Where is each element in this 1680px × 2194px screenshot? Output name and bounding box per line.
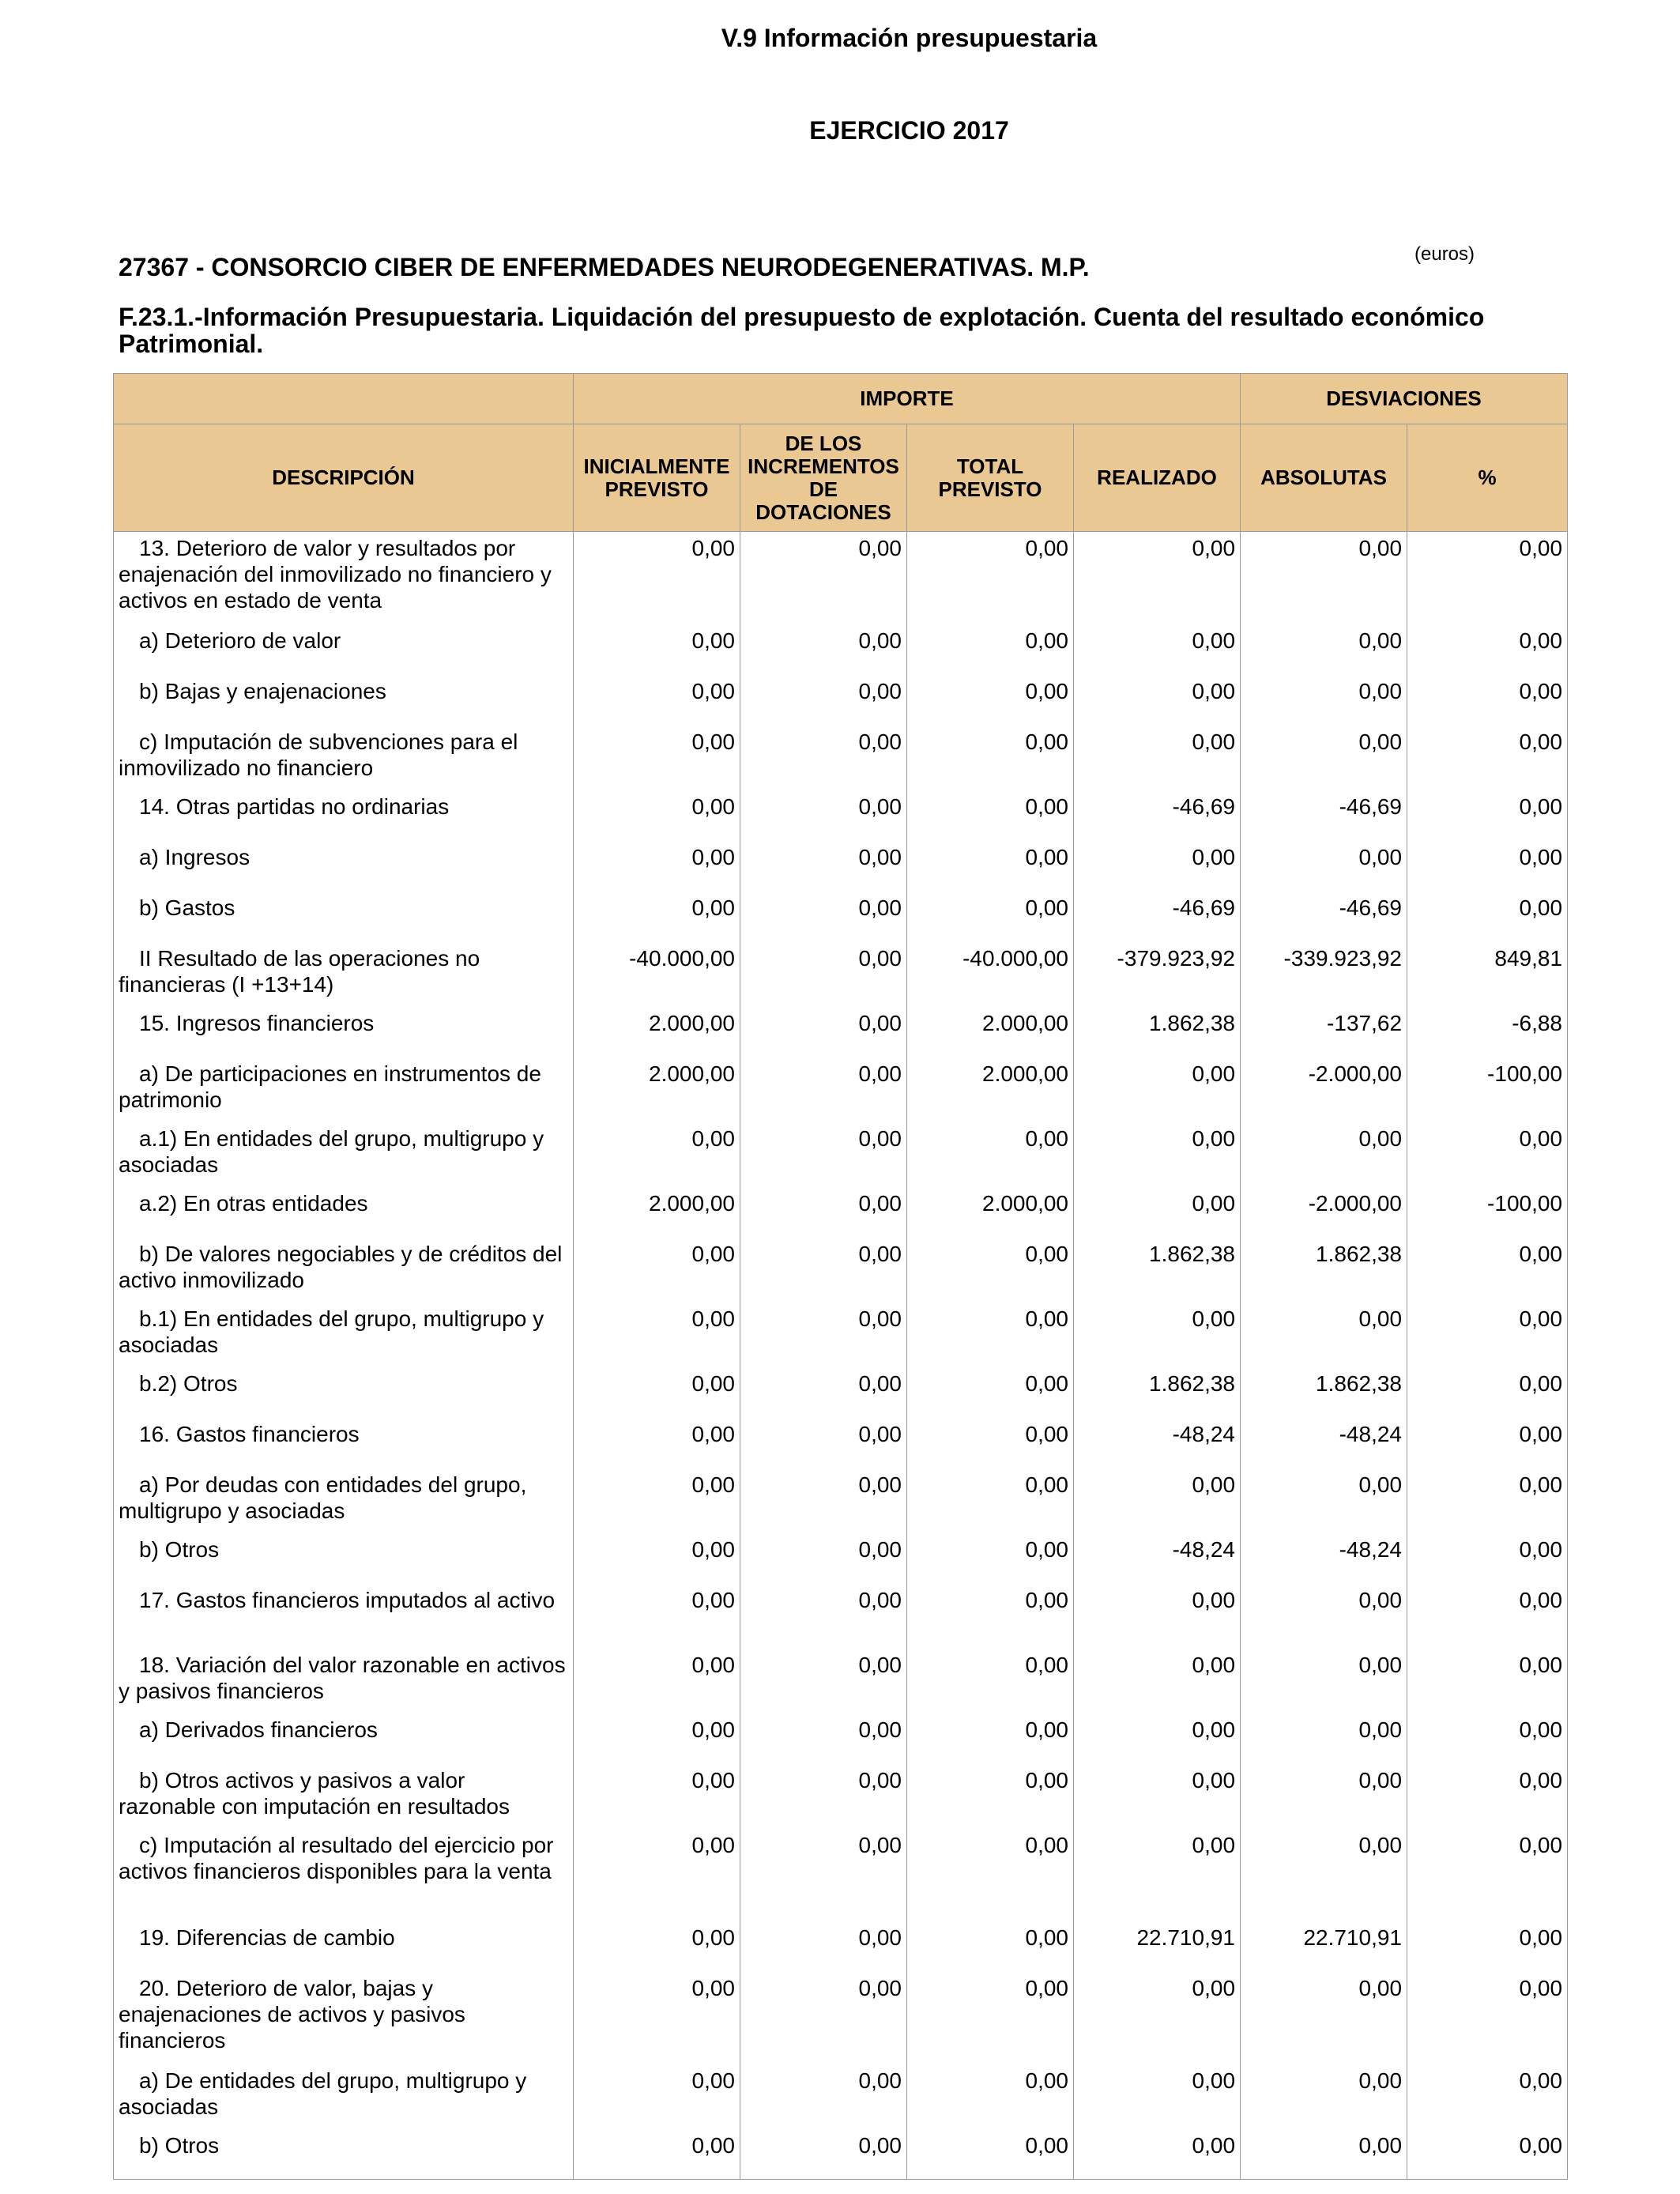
- cell-absolutas: -137,62: [1241, 1007, 1407, 1057]
- cell-inicialmente-previsto: 0,00: [574, 2064, 740, 2129]
- row-description: 14. Otras partidas no ordinarias: [114, 790, 574, 841]
- cell-inicialmente-previsto: 0,00: [574, 1829, 740, 1921]
- cell-incrementos: 0,00: [740, 1418, 907, 1468]
- cell-porcentaje: -100,00: [1407, 1057, 1568, 1122]
- table-row: [114, 1418, 1568, 1468]
- cell-incrementos: 0,00: [740, 1238, 907, 1302]
- cell-total-previsto: 0,00: [907, 1468, 1074, 1533]
- cell-total-previsto: 0,00: [907, 726, 1074, 790]
- row-description: 18. Variación del valor razonable en activos y pasivos financieros: [114, 1649, 574, 1713]
- cell-porcentaje: 0,00: [1407, 1649, 1568, 1713]
- col-header-incrementos: DE LOS INCREMENTOS DE DOTACIONES: [740, 424, 907, 532]
- cell-absolutas: 0,00: [1241, 1829, 1407, 1921]
- report-subtitle: F.23.1.-Información Presupuestaria. Liquidación del presupuesto de explotación. Cuenta del resultado económico Patrimonial.: [119, 303, 1485, 358]
- table-row: [114, 1122, 1568, 1187]
- cell-absolutas: 1.862,38: [1241, 1238, 1407, 1302]
- cell-realizado: 1.862,38: [1074, 1007, 1241, 1057]
- cell-absolutas: 1.862,38: [1241, 1367, 1407, 1418]
- row-description: 20. Deterioro de valor, bajas y enajenaciones de activos y pasivos financieros: [114, 1972, 574, 2064]
- cell-incrementos: 0,00: [740, 1057, 907, 1122]
- cell-realizado: 0,00: [1074, 2129, 1241, 2180]
- cell-incrementos: 0,00: [740, 1649, 907, 1713]
- cell-inicialmente-previsto: 0,00: [574, 790, 740, 841]
- cell-realizado: 0,00: [1074, 1122, 1241, 1187]
- table-row: [114, 1302, 1568, 1367]
- cell-realizado: -46,69: [1074, 790, 1241, 841]
- row-description: 19. Diferencias de cambio: [114, 1921, 574, 1972]
- table-row: [114, 1764, 1568, 1829]
- cell-total-previsto: -40.000,00: [907, 942, 1074, 1007]
- cell-inicialmente-previsto: 0,00: [574, 1713, 740, 1764]
- row-description: a) Deterioro de valor: [114, 624, 574, 675]
- cell-total-previsto: 0,00: [907, 1122, 1074, 1187]
- row-description: a) Ingresos: [114, 841, 574, 892]
- table-row: [114, 892, 1568, 942]
- row-description: 17. Gastos financieros imputados al activo: [114, 1584, 574, 1649]
- cell-absolutas: 0,00: [1241, 841, 1407, 892]
- cell-incrementos: 0,00: [740, 1122, 907, 1187]
- row-description: c) Imputación de subvenciones para el inmovilizado no financiero: [114, 726, 574, 790]
- cell-inicialmente-previsto: 0,00: [574, 1584, 740, 1649]
- cell-total-previsto: 0,00: [907, 841, 1074, 892]
- row-description: b) Gastos: [114, 892, 574, 942]
- cell-inicialmente-previsto: 0,00: [574, 1238, 740, 1302]
- cell-absolutas: -339.923,92: [1241, 942, 1407, 1007]
- cell-realizado: 22.710,91: [1074, 1921, 1241, 1972]
- table-row: [114, 1533, 1568, 1584]
- cell-total-previsto: 0,00: [907, 1713, 1074, 1764]
- row-description: a.1) En entidades del grupo, multigrupo y asociadas: [114, 1122, 574, 1187]
- cell-total-previsto: 0,00: [907, 1238, 1074, 1302]
- cell-porcentaje: 0,00: [1407, 1122, 1568, 1187]
- cell-absolutas: 0,00: [1241, 1972, 1407, 2064]
- cell-realizado: 0,00: [1074, 1584, 1241, 1649]
- cell-realizado: 0,00: [1074, 1713, 1241, 1764]
- cell-total-previsto: 2.000,00: [907, 1007, 1074, 1057]
- cell-total-previsto: 0,00: [907, 1418, 1074, 1468]
- table-row: [114, 1972, 1568, 2064]
- cell-realizado: -48,24: [1074, 1418, 1241, 1468]
- cell-porcentaje: 0,00: [1407, 1533, 1568, 1584]
- cell-realizado: -48,24: [1074, 1533, 1241, 1584]
- col-header-porcentaje: %: [1407, 424, 1568, 532]
- cell-inicialmente-previsto: 0,00: [574, 1921, 740, 1972]
- cell-absolutas: 0,00: [1241, 1122, 1407, 1187]
- group-header-importe: IMPORTE: [574, 374, 1241, 424]
- cell-total-previsto: 0,00: [907, 532, 1074, 624]
- cell-porcentaje: 0,00: [1407, 2129, 1568, 2180]
- col-header-absolutas: ABSOLUTAS: [1241, 424, 1407, 532]
- cell-porcentaje: 0,00: [1407, 2064, 1568, 2129]
- cell-inicialmente-previsto: 0,00: [574, 726, 740, 790]
- cell-absolutas: 0,00: [1241, 2064, 1407, 2129]
- cell-incrementos: 0,00: [740, 532, 907, 624]
- row-description: b) Otros activos y pasivos a valor razonable con imputación en resultados: [114, 1764, 574, 1829]
- cell-realizado: 0,00: [1074, 726, 1241, 790]
- cell-absolutas: 22.710,91: [1241, 1921, 1407, 1972]
- cell-total-previsto: 0,00: [907, 1367, 1074, 1418]
- cell-porcentaje: 0,00: [1407, 1468, 1568, 1533]
- row-description: b.2) Otros: [114, 1367, 574, 1418]
- table-row: [114, 1921, 1568, 1972]
- cell-porcentaje: 0,00: [1407, 1921, 1568, 1972]
- cell-porcentaje: 0,00: [1407, 1764, 1568, 1829]
- row-description: b) Otros: [114, 2129, 574, 2180]
- table-row: [114, 942, 1568, 1007]
- cell-inicialmente-previsto: 0,00: [574, 624, 740, 675]
- cell-total-previsto: 0,00: [907, 1972, 1074, 2064]
- cell-total-previsto: 0,00: [907, 1921, 1074, 1972]
- fiscal-year: EJERCICIO 2017: [809, 116, 1009, 145]
- table-row: [114, 624, 1568, 675]
- table-row: [114, 1468, 1568, 1533]
- cell-total-previsto: 0,00: [907, 1533, 1074, 1584]
- row-description: II Resultado de las operaciones no financieras (I +13+14): [114, 942, 574, 1007]
- cell-absolutas: 0,00: [1241, 726, 1407, 790]
- cell-incrementos: 0,00: [740, 1533, 907, 1584]
- cell-porcentaje: 0,00: [1407, 1367, 1568, 1418]
- cell-realizado: 1.862,38: [1074, 1238, 1241, 1302]
- cell-porcentaje: 0,00: [1407, 790, 1568, 841]
- cell-porcentaje: -100,00: [1407, 1187, 1568, 1238]
- cell-total-previsto: 0,00: [907, 1649, 1074, 1713]
- cell-incrementos: 0,00: [740, 1972, 907, 2064]
- cell-porcentaje: 0,00: [1407, 1829, 1568, 1921]
- cell-inicialmente-previsto: 0,00: [574, 2129, 740, 2180]
- cell-incrementos: 0,00: [740, 942, 907, 1007]
- cell-inicialmente-previsto: -40.000,00: [574, 942, 740, 1007]
- cell-absolutas: 0,00: [1241, 1584, 1407, 1649]
- cell-incrementos: 0,00: [740, 1584, 907, 1649]
- cell-absolutas: -2.000,00: [1241, 1057, 1407, 1122]
- cell-total-previsto: 0,00: [907, 624, 1074, 675]
- cell-realizado: 0,00: [1074, 1187, 1241, 1238]
- cell-inicialmente-previsto: 0,00: [574, 892, 740, 942]
- table-row: [114, 726, 1568, 790]
- page-title: V.9 Información presupuestaria: [721, 24, 1098, 52]
- cell-inicialmente-previsto: 0,00: [574, 841, 740, 892]
- cell-realizado: -379.923,92: [1074, 942, 1241, 1007]
- cell-incrementos: 0,00: [740, 790, 907, 841]
- cell-inicialmente-previsto: 0,00: [574, 532, 740, 624]
- cell-inicialmente-previsto: 2.000,00: [574, 1007, 740, 1057]
- cell-total-previsto: 0,00: [907, 2129, 1074, 2180]
- cell-realizado: 0,00: [1074, 1468, 1241, 1533]
- cell-absolutas: 0,00: [1241, 1713, 1407, 1764]
- cell-incrementos: 0,00: [740, 1713, 907, 1764]
- table-row: [114, 675, 1568, 726]
- entity-name: 27367 - CONSORCIO CIBER DE ENFERMEDADES NEURODEGENERATIVAS. M.P.: [119, 253, 1090, 281]
- cell-porcentaje: 849,81: [1407, 942, 1568, 1007]
- cell-total-previsto: 0,00: [907, 1829, 1074, 1921]
- cell-absolutas: 0,00: [1241, 1764, 1407, 1829]
- cell-incrementos: 0,00: [740, 726, 907, 790]
- cell-porcentaje: 0,00: [1407, 1713, 1568, 1764]
- cell-total-previsto: 0,00: [907, 675, 1074, 726]
- cell-total-previsto: 2.000,00: [907, 1187, 1074, 1238]
- cell-total-previsto: 0,00: [907, 2064, 1074, 2129]
- cell-realizado: 1.862,38: [1074, 1367, 1241, 1418]
- cell-incrementos: 0,00: [740, 1829, 907, 1921]
- cell-porcentaje: 0,00: [1407, 1972, 1568, 2064]
- cell-porcentaje: 0,00: [1407, 1418, 1568, 1468]
- cell-realizado: 0,00: [1074, 841, 1241, 892]
- table-row: [114, 532, 1568, 624]
- header-blank: [114, 374, 574, 424]
- cell-incrementos: 0,00: [740, 2064, 907, 2129]
- col-header-descripcion: DESCRIPCIÓN: [114, 424, 574, 532]
- table-row: [114, 2064, 1568, 2129]
- cell-inicialmente-previsto: 0,00: [574, 1764, 740, 1829]
- cell-incrementos: 0,00: [740, 2129, 907, 2180]
- row-description: a) Derivados financieros: [114, 1713, 574, 1764]
- cell-total-previsto: 0,00: [907, 1584, 1074, 1649]
- cell-realizado: 0,00: [1074, 1057, 1241, 1122]
- row-description: a) De entidades del grupo, multigrupo y asociadas: [114, 2064, 574, 2129]
- cell-realizado: 0,00: [1074, 1764, 1241, 1829]
- row-description: a) Por deudas con entidades del grupo, multigrupo y asociadas: [114, 1468, 574, 1533]
- table-row: [114, 1713, 1568, 1764]
- cell-inicialmente-previsto: 0,00: [574, 1972, 740, 2064]
- cell-incrementos: 0,00: [740, 1302, 907, 1367]
- cell-absolutas: 0,00: [1241, 624, 1407, 675]
- cell-incrementos: 0,00: [740, 1367, 907, 1418]
- row-description: b) Bajas y enajenaciones: [114, 675, 574, 726]
- cell-absolutas: 0,00: [1241, 675, 1407, 726]
- row-description: a) De participaciones en instrumentos de patrimonio: [114, 1057, 574, 1122]
- cell-realizado: 0,00: [1074, 624, 1241, 675]
- cell-realizado: 0,00: [1074, 1829, 1241, 1921]
- budget-table: [113, 373, 1568, 2180]
- cell-inicialmente-previsto: 0,00: [574, 1533, 740, 1584]
- cell-absolutas: -2.000,00: [1241, 1187, 1407, 1238]
- cell-inicialmente-previsto: 0,00: [574, 1468, 740, 1533]
- cell-incrementos: 0,00: [740, 1921, 907, 1972]
- row-description: c) Imputación al resultado del ejercicio por activos financieros disponibles para la venta: [114, 1829, 574, 1921]
- cell-incrementos: 0,00: [740, 1468, 907, 1533]
- row-description: b) De valores negociables y de créditos del activo inmovilizado: [114, 1238, 574, 1302]
- cell-total-previsto: 0,00: [907, 1302, 1074, 1367]
- cell-absolutas: 0,00: [1241, 1468, 1407, 1533]
- cell-incrementos: 0,00: [740, 1007, 907, 1057]
- cell-porcentaje: 0,00: [1407, 675, 1568, 726]
- row-description: 13. Deterioro de valor y resultados por enajenación del inmovilizado no financiero y activos en estado de venta: [114, 532, 574, 624]
- table-row: [114, 1584, 1568, 1649]
- cell-inicialmente-previsto: 0,00: [574, 1122, 740, 1187]
- cell-porcentaje: 0,00: [1407, 841, 1568, 892]
- cell-inicialmente-previsto: 2.000,00: [574, 1187, 740, 1238]
- cell-realizado: 0,00: [1074, 1972, 1241, 2064]
- cell-total-previsto: 2.000,00: [907, 1057, 1074, 1122]
- cell-absolutas: -48,24: [1241, 1418, 1407, 1468]
- cell-incrementos: 0,00: [740, 841, 907, 892]
- cell-realizado: 0,00: [1074, 675, 1241, 726]
- row-description: 15. Ingresos financieros: [114, 1007, 574, 1057]
- cell-absolutas: -48,24: [1241, 1533, 1407, 1584]
- cell-absolutas: 0,00: [1241, 532, 1407, 624]
- table-row: [114, 790, 1568, 841]
- cell-inicialmente-previsto: 0,00: [574, 1418, 740, 1468]
- table-row: [114, 1187, 1568, 1238]
- cell-total-previsto: 0,00: [907, 892, 1074, 942]
- cell-absolutas: -46,69: [1241, 892, 1407, 942]
- table-row: [114, 1238, 1568, 1302]
- cell-absolutas: 0,00: [1241, 2129, 1407, 2180]
- cell-inicialmente-previsto: 0,00: [574, 675, 740, 726]
- cell-incrementos: 0,00: [740, 1187, 907, 1238]
- cell-porcentaje: 0,00: [1407, 1302, 1568, 1367]
- cell-porcentaje: 0,00: [1407, 624, 1568, 675]
- cell-porcentaje: -6,88: [1407, 1007, 1568, 1057]
- cell-inicialmente-previsto: 0,00: [574, 1367, 740, 1418]
- cell-absolutas: -46,69: [1241, 790, 1407, 841]
- cell-inicialmente-previsto: 2.000,00: [574, 1057, 740, 1122]
- cell-realizado: 0,00: [1074, 2064, 1241, 2129]
- cell-porcentaje: 0,00: [1407, 892, 1568, 942]
- row-description: a.2) En otras entidades: [114, 1187, 574, 1238]
- cell-inicialmente-previsto: 0,00: [574, 1649, 740, 1713]
- col-header-inicialmente-previsto: INICIALMENTE PREVISTO: [574, 424, 740, 532]
- col-header-realizado: REALIZADO: [1074, 424, 1241, 532]
- cell-realizado: -46,69: [1074, 892, 1241, 942]
- cell-realizado: 0,00: [1074, 1649, 1241, 1713]
- cell-porcentaje: 0,00: [1407, 532, 1568, 624]
- cell-inicialmente-previsto: 0,00: [574, 1302, 740, 1367]
- cell-realizado: 0,00: [1074, 532, 1241, 624]
- table-row: [114, 2129, 1568, 2180]
- table-row: [114, 1057, 1568, 1122]
- cell-porcentaje: 0,00: [1407, 726, 1568, 790]
- cell-incrementos: 0,00: [740, 624, 907, 675]
- row-description: 16. Gastos financieros: [114, 1418, 574, 1468]
- table-row: [114, 1007, 1568, 1057]
- row-description: b.1) En entidades del grupo, multigrupo y asociadas: [114, 1302, 574, 1367]
- group-header-desviaciones: DESVIACIONES: [1241, 374, 1568, 424]
- cell-total-previsto: 0,00: [907, 1764, 1074, 1829]
- cell-absolutas: 0,00: [1241, 1649, 1407, 1713]
- units-label: (euros): [1414, 243, 1475, 265]
- table-row: [114, 841, 1568, 892]
- cell-porcentaje: 0,00: [1407, 1238, 1568, 1302]
- cell-porcentaje: 0,00: [1407, 1584, 1568, 1649]
- table-row: [114, 1829, 1568, 1921]
- table-row: [114, 1649, 1568, 1713]
- row-description: b) Otros: [114, 1533, 574, 1584]
- cell-incrementos: 0,00: [740, 1764, 907, 1829]
- cell-incrementos: 0,00: [740, 675, 907, 726]
- cell-realizado: 0,00: [1074, 1302, 1241, 1367]
- table-row: [114, 1367, 1568, 1418]
- col-header-total-previsto: TOTAL PREVISTO: [907, 424, 1074, 532]
- cell-incrementos: 0,00: [740, 892, 907, 942]
- cell-total-previsto: 0,00: [907, 790, 1074, 841]
- cell-absolutas: 0,00: [1241, 1302, 1407, 1367]
